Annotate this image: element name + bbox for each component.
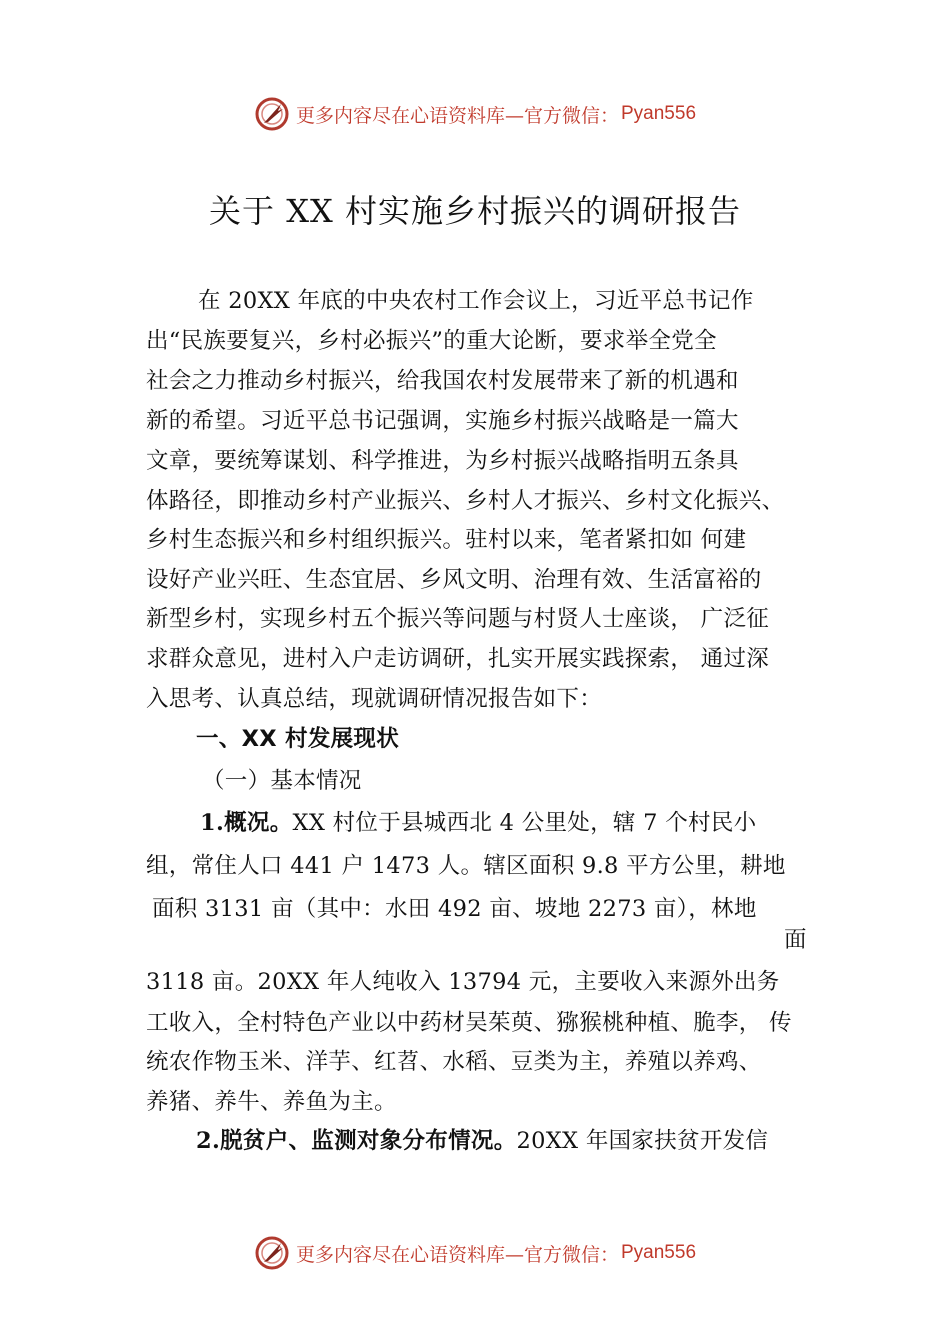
watermark-header bbox=[0, 94, 950, 134]
item-2-text: 20XX 年国家扶贫开发信 bbox=[516, 1128, 769, 1154]
paragraph-line: 新的希望。习近平总书记强调，实施乡村振兴战略是一篇大 bbox=[146, 408, 739, 434]
watermark-id: Pyan556 bbox=[621, 103, 697, 124]
item-2-first-line bbox=[196, 1127, 896, 1155]
paragraph-line: 面积 3131 亩（其中：水田 492 亩、坡地 2273 亩），林地 bbox=[152, 896, 757, 922]
paragraph-line: 出“民族要复兴，乡村必振兴”的重大论断，要求举全党全 bbox=[146, 328, 717, 354]
watermark-id: Pyan556 bbox=[621, 1242, 697, 1263]
watermark-text: 更多内容尽在心语资料库—官方微信： bbox=[295, 1243, 619, 1266]
item-1-label: 1.概况。 bbox=[200, 810, 293, 836]
paragraph-line: 求群众意见，进村入户走访调研，扎实开展实践探索， 通过深 bbox=[146, 646, 770, 672]
paragraph-line: 体路径，即推动乡村产业振兴、乡村人才振兴、乡村文化振兴、 bbox=[146, 488, 785, 514]
quill-logo-icon bbox=[254, 1235, 290, 1271]
paragraph-line: 文章，要统筹谋划、科学推进，为乡村振兴战略指明五条具 bbox=[146, 448, 739, 474]
subsection-heading: （一）基本情况 bbox=[202, 768, 362, 794]
quill-logo-icon bbox=[254, 96, 290, 132]
paragraph-line: 在 20XX 年底的中央农村工作会议上，习近平总书记作 bbox=[198, 288, 754, 314]
watermark-footer bbox=[0, 1233, 950, 1273]
document-title: 关于 XX 村实施乡村振兴的调研报告 bbox=[209, 192, 741, 230]
section-heading: 一、XX 村发展现状 bbox=[196, 726, 400, 752]
item-1-text: XX 村位于县城西北 4 公里处，辖 7 个村民小 bbox=[292, 810, 757, 836]
paragraph-line: 3118 亩。20XX 年人纯收入 13794 元，主要收入来源外出务 bbox=[146, 969, 780, 995]
paragraph-line: 组，常住人口 441 户 1473 人。辖区面积 9.8 平方公里，耕地 bbox=[146, 853, 786, 879]
paragraph-line: 乡村生态振兴和乡村组织振兴。驻村以来，笔者紧扣如 何建 bbox=[146, 527, 747, 553]
paragraph-line: 新型乡村，实现乡村五个振兴等问题与村贤人士座谈， 广泛征 bbox=[146, 606, 770, 632]
item-2-label: 2.脱贫户、监测对象分布情况。 bbox=[196, 1128, 517, 1154]
watermark-text: 更多内容尽在心语资料库—官方微信： bbox=[295, 104, 619, 127]
paragraph-line: 入思考、认真总结，现就调研情况报告如下： bbox=[146, 686, 603, 712]
paragraph-line: 设好产业兴旺、生态宜居、乡风文明、治理有效、生活富裕的 bbox=[146, 567, 762, 593]
item-1-first-line bbox=[200, 809, 900, 837]
paragraph-line: 社会之力推动乡村振兴，给我国农村发展带来了新的机遇和 bbox=[146, 368, 739, 394]
paragraph-line: 统农作物玉米、洋芋、红苕、水稻、豆类为主，养殖以养鸡、 bbox=[146, 1049, 762, 1075]
paragraph-line: 养猪、养牛、养鱼为主。 bbox=[146, 1089, 397, 1115]
paragraph-line: 面 bbox=[784, 927, 807, 953]
paragraph-line: 工收入，全村特色产业以中药材吴茱萸、猕猴桃种植、脆李， 传 bbox=[146, 1010, 792, 1036]
